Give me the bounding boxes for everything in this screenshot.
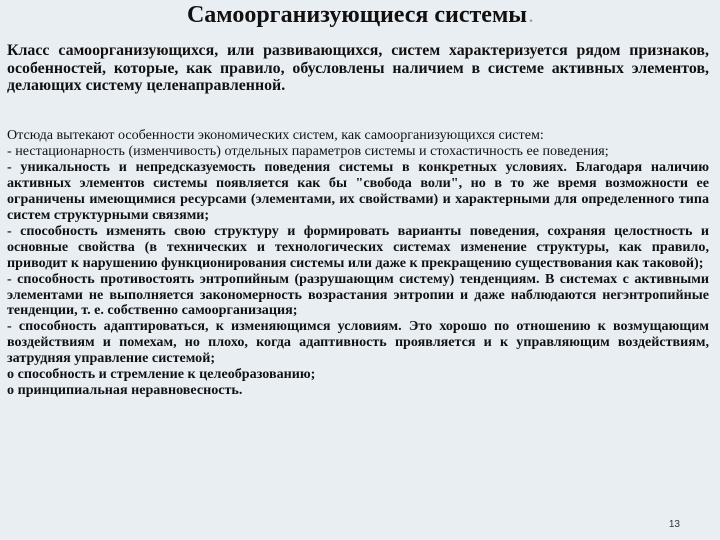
feature-item: - способность изменять свою структуру и формировать варианты поведения, сохраняя целостность и основные свойства (в технических и технологических системах изменение структуры, как правило, приводит к нарушению функционирования системы или даже к прекращению существования как таковой);: [7, 222, 709, 271]
slide-title-dot: .: [529, 9, 534, 26]
slide-title-text: Самоорганизующиеся системы: [186, 2, 528, 28]
features-lead: Отсюда вытекают особенности экономических систем, как самоорганизующихся систем:: [7, 127, 544, 143]
feature-item: - уникальность и непредсказуемость поведения системы в конкретных условиях. Благодаря наличию активных элементов системы появляется как бы "свобода воли", но в то же время возможности ее ограничены имеющимися ресурсами (элементами, их свойствами) и характерными для определенного типа систем структурными связями;: [7, 158, 709, 223]
feature-item: о способность и стремление к целеобразованию;: [7, 366, 316, 383]
feature-item: - способность адаптироваться, к изменяющимся условиям. Это хорошо по отношению к возмущающим воздействиям и помехам, но плохо, когда адаптивность проявляется и к управляющим воздействиям, затрудняя управление системой;: [7, 318, 709, 367]
page-number: 13: [668, 519, 680, 530]
features-body: [7, 128, 709, 399]
feature-item: - нестационарность (изменчивость) отдельных параметров системы и стохастичность ее поведения;: [7, 142, 609, 159]
feature-item: о принципиальная неравновесность.: [7, 382, 243, 399]
feature-item: - способность противостоять энтропийным (разрушающим систему) тенденциям. В системах с активными элементами не выполняется закономерность возрастания энтропии и даже наблюдаются негэнтропийные тенденции, т. е. собственно самоорганизация;: [7, 270, 709, 319]
slide-title: [0, 2, 720, 29]
intro-paragraph: Класс самоорганизующихся, или развивающихся, систем характеризуется рядом признаков, особенностей, которые, как правило, обусловлены наличием в системе активных элементов, делающих систему целенаправленной.: [7, 42, 709, 95]
